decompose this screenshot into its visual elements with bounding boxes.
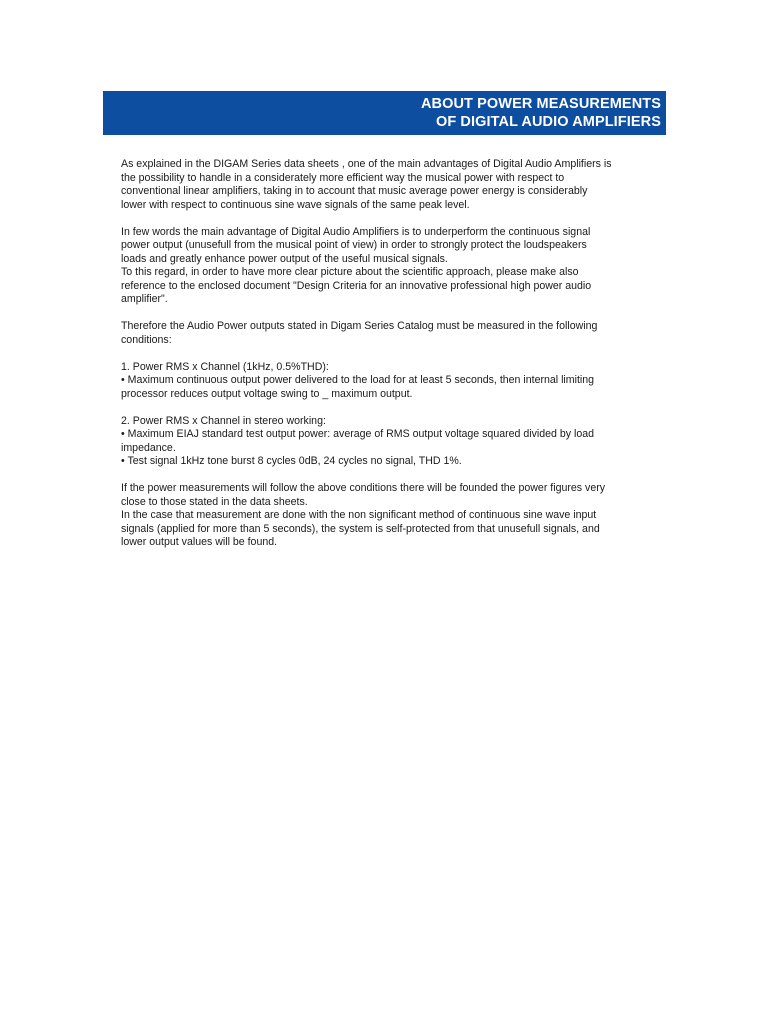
text-line: 2. Power RMS x Channel in stereo working:: [121, 414, 326, 427]
text-line: reference to the enclosed document "Design Criteria for an innovative professional high power audio: [121, 279, 592, 292]
text-line: • Maximum continuous output power delivered to the load for at least 5 seconds, then internal limiting: [121, 374, 595, 386]
text-line: In the case that measurement are done with the non significant method of continuous sine wave input: [121, 509, 597, 521]
text-line: signals (applied for more than 5 seconds), the system is self-protected from that unusefull signals, and: [121, 522, 600, 535]
text-line: impedance.: [121, 441, 176, 454]
text-line: Therefore the Audio Power outputs stated in Digam Series Catalog must be measured in the following: [121, 320, 598, 332]
text-line: If the power measurements will follow the above conditions there will be founded the power figures very: [121, 482, 606, 494]
text-line: close to those stated in the data sheets.: [121, 495, 308, 508]
text-line: lower output values will be found.: [121, 536, 278, 548]
title-banner: [103, 91, 666, 135]
text-line: power output (unusefull from the musical point of view) in order to strongly protect the loudspeakers: [121, 239, 587, 251]
text-line: To this regard, in order to have more clear picture about the scientific approach, please make also: [121, 266, 579, 278]
text-line: conditions:: [121, 333, 172, 346]
paragraph-advantage: [121, 226, 651, 307]
text-line: loads and greatly enhance power output of the useful musical signals.: [121, 252, 448, 265]
paragraph-intro: [121, 158, 651, 212]
paragraph-condition-2: [121, 415, 651, 469]
text-line: • Maximum EIAJ standard test output power: average of RMS output voltage squared divided by load: [121, 428, 595, 440]
text-line: As explained in the DIGAM Series data sheets , one of the main advantages of Digital Audio Amplifiers is: [121, 158, 612, 170]
text-line: lower with respect to continuous sine wave signals of the same peak level.: [121, 198, 470, 211]
paragraph-conclusion: [121, 482, 651, 550]
document-body: [121, 158, 651, 563]
text-line: amplifier".: [121, 293, 168, 305]
title-line-2: OF DIGITAL AUDIO AMPLIFIERS: [435, 113, 661, 130]
text-line: conventional linear amplifiers, taking in to account that music average power energy is considerably: [121, 185, 588, 197]
paragraph-conditions: [121, 320, 651, 347]
text-line: the possibility to handle in a considerately more efficient way the musical power with respect to: [121, 171, 565, 184]
text-line: In few words the main advantage of Digital Audio Amplifiers is to underperform the continuous signal: [121, 225, 591, 238]
paragraph-condition-1: [121, 361, 651, 402]
text-line: processor reduces output voltage swing to _ maximum output.: [121, 387, 413, 400]
title-line-1: ABOUT POWER MEASUREMENTS: [420, 96, 661, 112]
text-line: 1. Power RMS x Channel (1kHz, 0.5%THD):: [121, 360, 329, 373]
text-line: • Test signal 1kHz tone burst 8 cycles 0dB, 24 cycles no signal, THD 1%.: [121, 455, 462, 467]
